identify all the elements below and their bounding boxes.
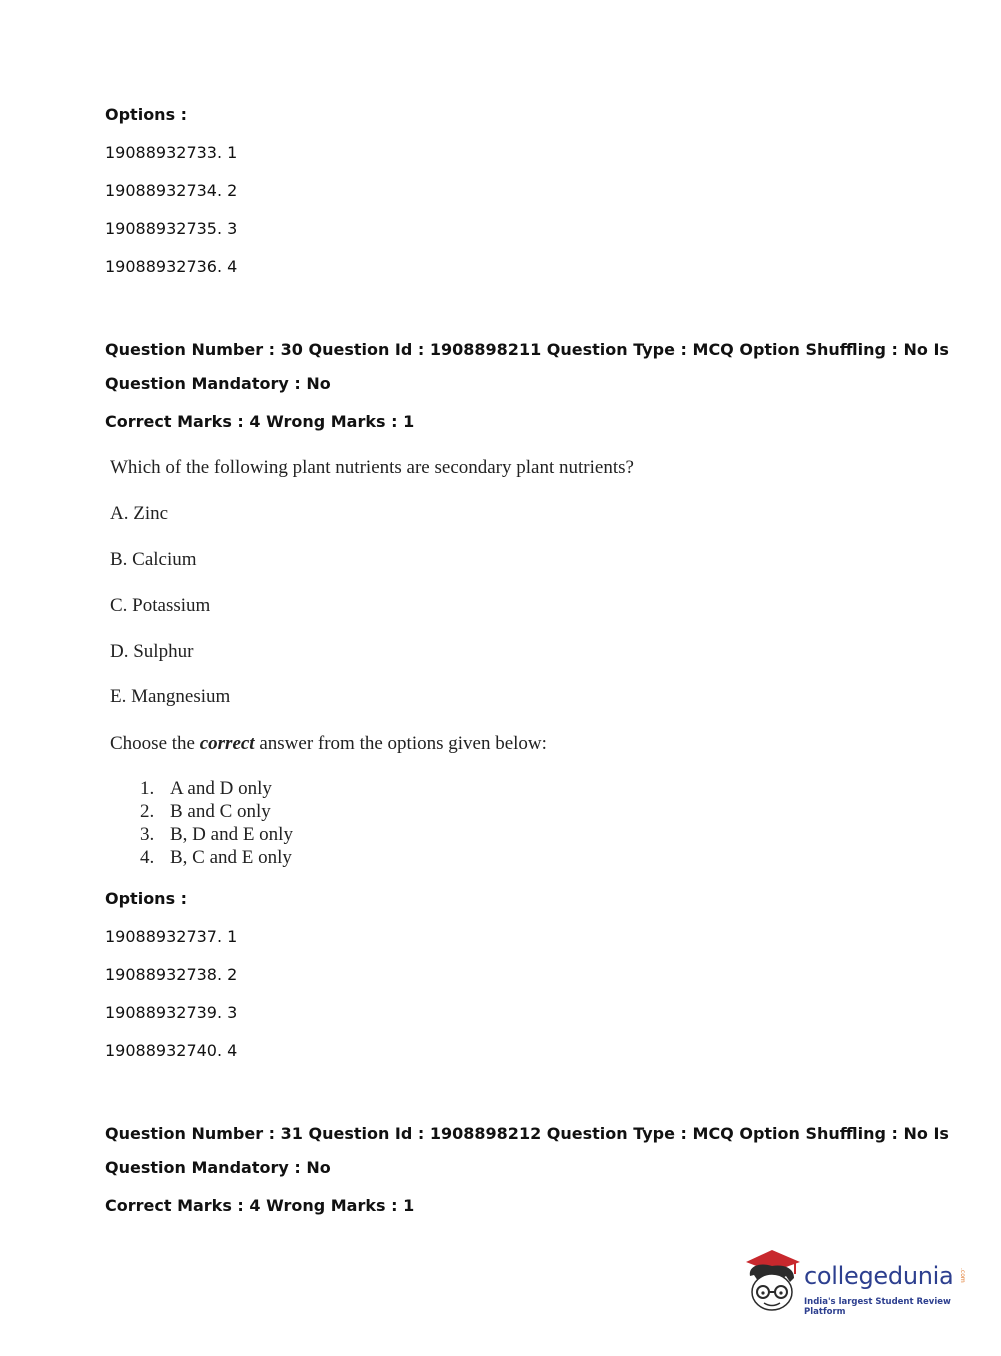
statement-item: D. Sulphur — [110, 641, 194, 662]
choose-emphasis: correct — [199, 733, 255, 754]
answer-text: B and C only — [170, 801, 271, 822]
statement-item: C. Potassium — [110, 595, 211, 616]
question-mandatory: Question Mandatory : No — [105, 1158, 331, 1177]
logo-com: .com — [959, 1268, 966, 1283]
question-marks: Correct Marks : 4 Wrong Marks : 1 — [105, 1196, 415, 1215]
answer-text: B, C and E only — [170, 847, 292, 868]
answer-number: 4. — [140, 847, 155, 868]
question-marks: Correct Marks : 4 Wrong Marks : 1 — [105, 412, 415, 431]
option-line: 19088932736. 4 — [105, 257, 238, 276]
collegedunia-logo — [742, 1248, 972, 1318]
option-line: 19088932740. 4 — [105, 1041, 238, 1060]
answer-number: 2. — [140, 801, 155, 822]
question-text: Which of the following plant nutrients are secondary plant nutrients? — [110, 457, 634, 478]
option-line: 19088932739. 3 — [105, 1003, 238, 1022]
option-line: 19088932737. 1 — [105, 927, 238, 946]
choose-prefix: Choose the — [110, 733, 200, 754]
option-line: 19088932733. 1 — [105, 143, 238, 162]
option-line: 19088932738. 2 — [105, 965, 238, 984]
answer-number: 3. — [140, 824, 155, 845]
mascot-icon — [742, 1248, 804, 1318]
statement-item: E. Mangnesium — [110, 686, 231, 707]
question-mandatory: Question Mandatory : No — [105, 374, 331, 393]
option-line: 19088932734. 2 — [105, 181, 238, 200]
statement-item: B. Calcium — [110, 549, 197, 570]
logo-wordmark: collegedunia — [804, 1262, 954, 1290]
choose-suffix: answer from the options given below: — [254, 733, 547, 754]
answer-text: B, D and E only — [170, 824, 293, 845]
options-label: Options : — [105, 889, 188, 908]
answer-choice — [140, 823, 293, 846]
answer-choice — [140, 800, 293, 823]
answer-number: 1. — [140, 778, 155, 799]
options-label: Options : — [105, 105, 188, 124]
answer-choice — [140, 777, 293, 800]
answer-text: A and D only — [170, 778, 272, 799]
answer-choices — [140, 777, 293, 869]
question-header: Question Number : 30 Question Id : 1908898211 Question Type : MCQ Option Shuffling : No Is — [105, 340, 949, 359]
choose-instruction — [110, 733, 547, 755]
option-line: 19088932735. 3 — [105, 219, 238, 238]
answer-choice — [140, 846, 293, 869]
question-header: Question Number : 31 Question Id : 1908898212 Question Type : MCQ Option Shuffling : No Is — [105, 1124, 949, 1143]
statement-item: A. Zinc — [110, 503, 169, 524]
logo-tagline: India's largest Student Review Platform — [804, 1297, 951, 1317]
